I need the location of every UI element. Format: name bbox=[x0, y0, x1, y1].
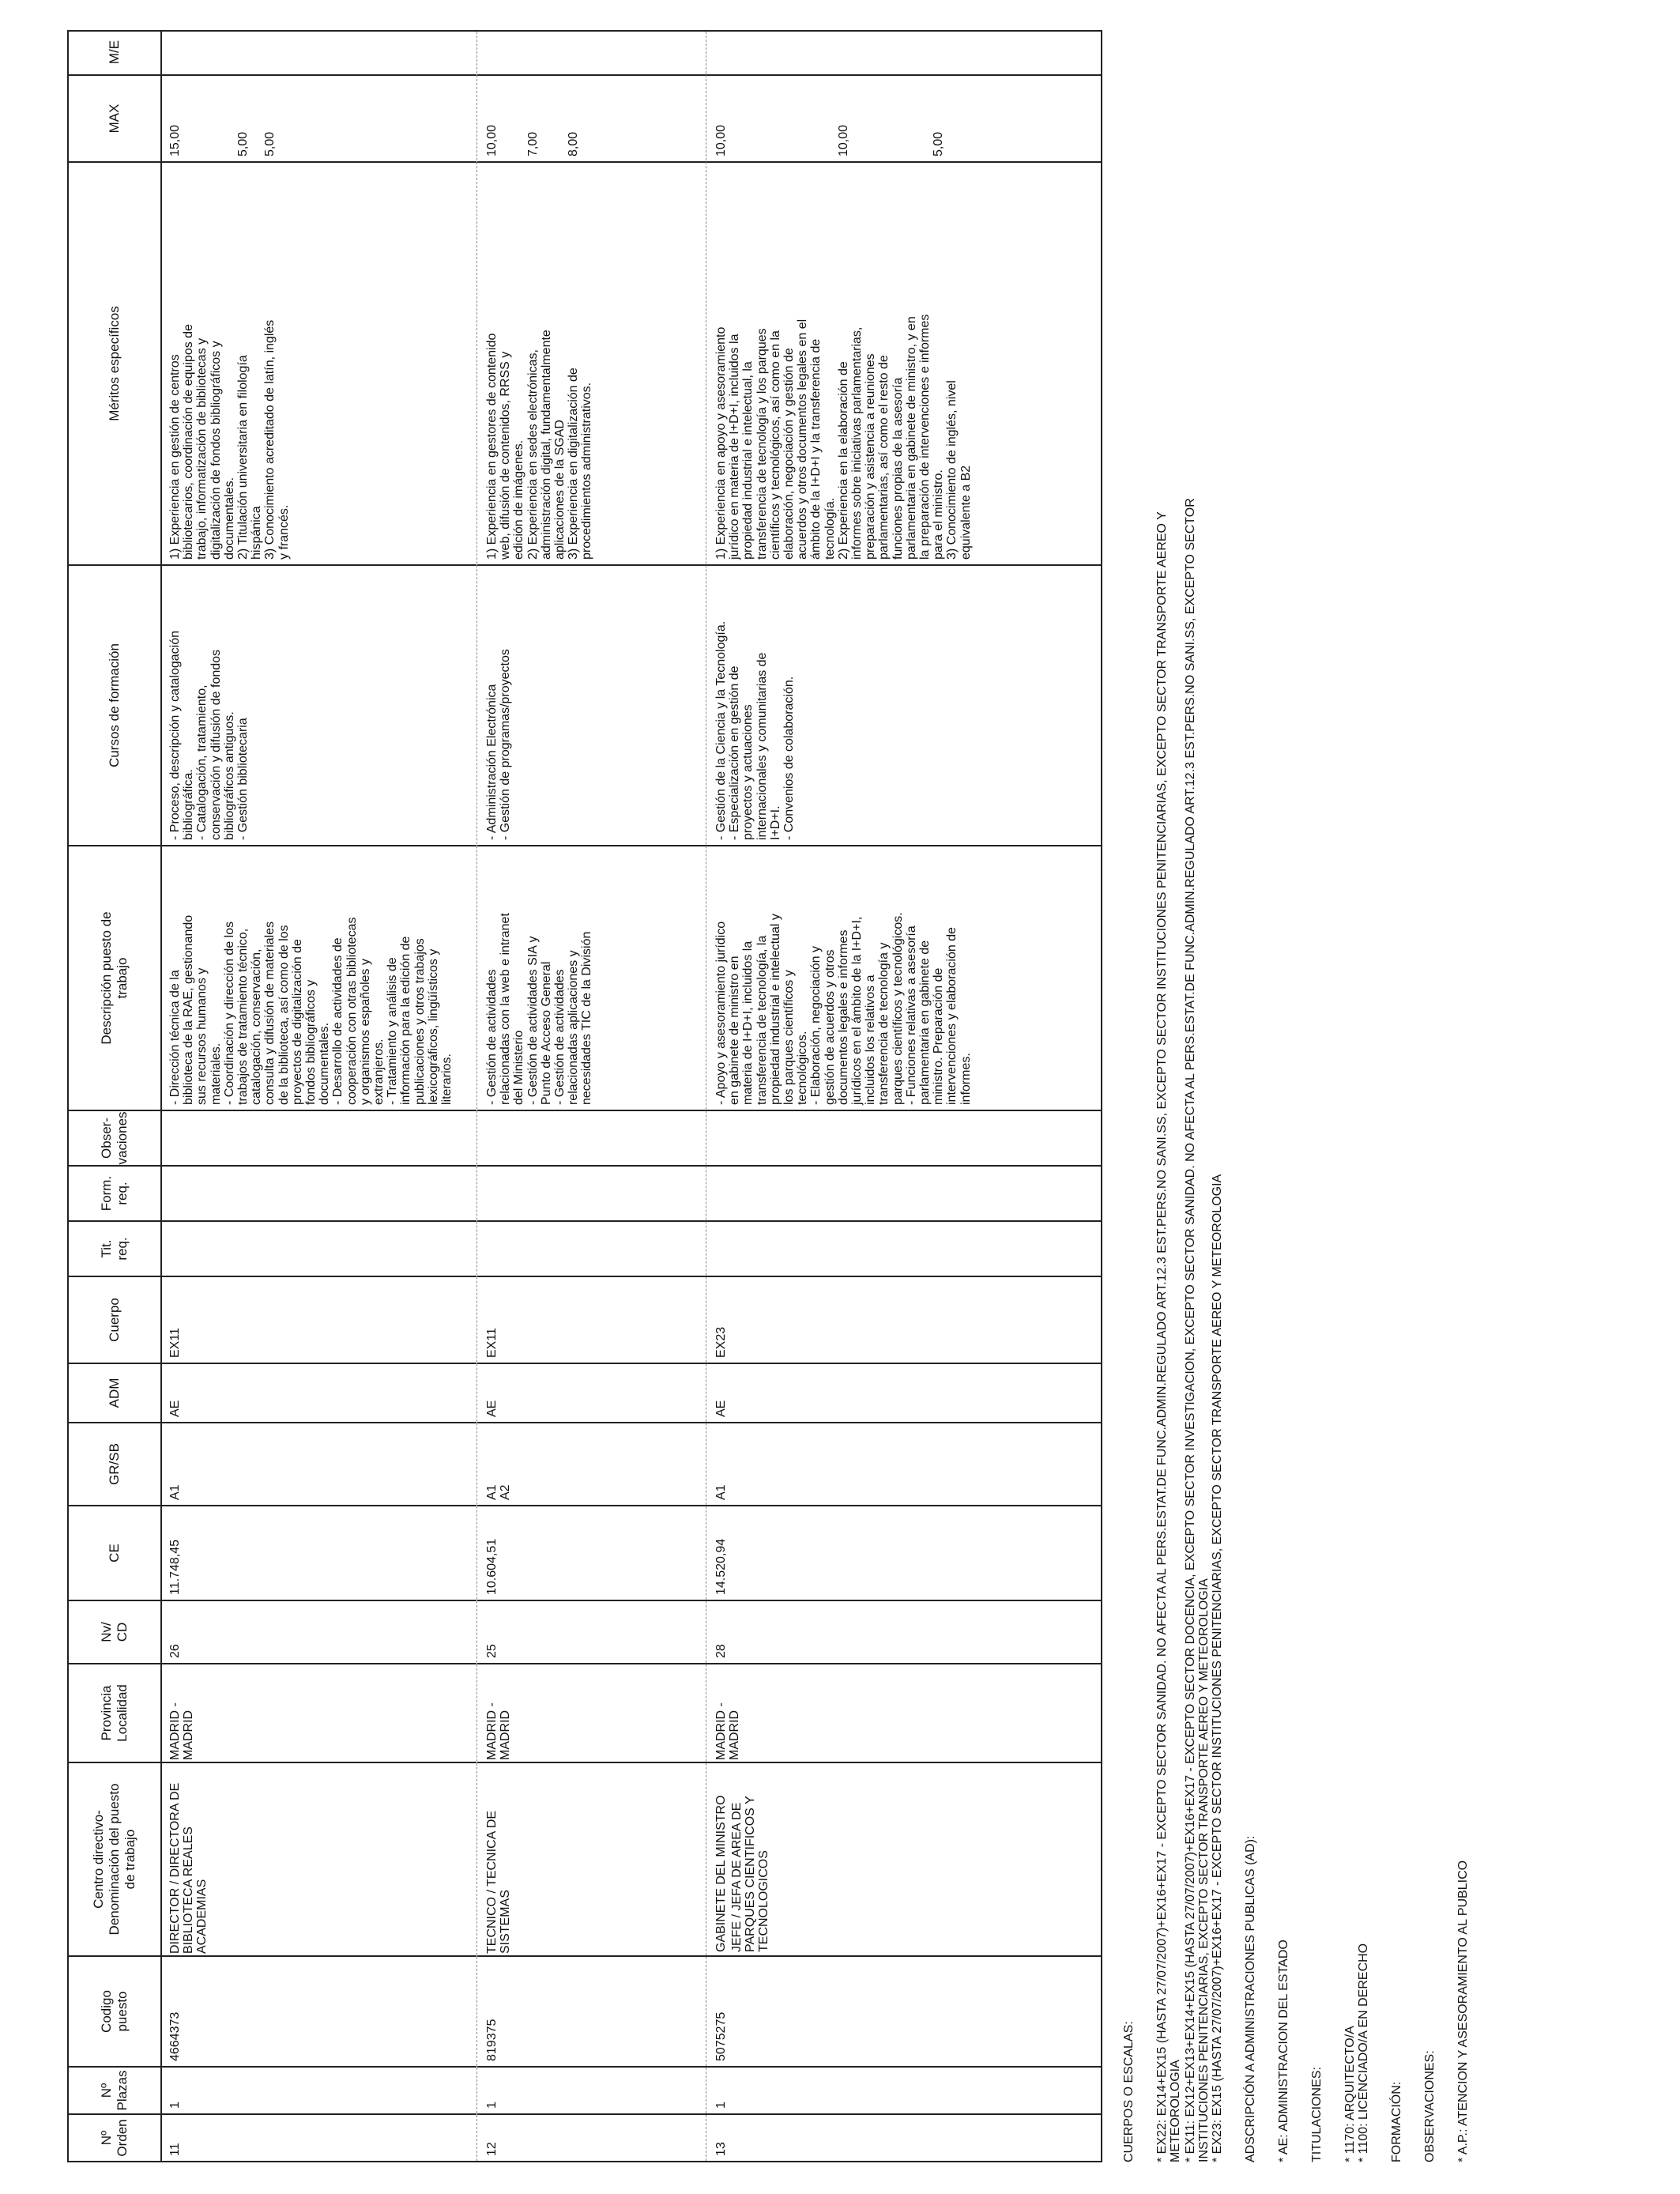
header-ce: CE bbox=[69, 1505, 160, 1600]
header-form: Form. req. bbox=[69, 1165, 160, 1220]
header-meritos: Méritos específicos bbox=[69, 161, 160, 564]
cell-me bbox=[160, 30, 477, 74]
cell-grsb: A1 A2 bbox=[477, 1422, 706, 1505]
cell-provincia: MADRID - MADRID bbox=[706, 1663, 1102, 1762]
cell-form bbox=[477, 1165, 706, 1220]
cell-me bbox=[477, 30, 706, 74]
cell-tit bbox=[160, 1220, 477, 1276]
positions-table bbox=[67, 30, 1102, 2162]
cell-adm: AE bbox=[160, 1363, 477, 1422]
cell-descripcion: - Gestión de actividades relacionadas con la web e intranet del Ministerio - Gestión de actividades SIA y Punto de Acceso General - Gestión de actividades relacionadas aplicaciones y necesidades TIC de la División bbox=[477, 845, 706, 1110]
cell-tit bbox=[706, 1220, 1102, 1276]
header-descripcion: Descripción puesto de trabajo bbox=[69, 845, 160, 1110]
cell-max: 10,00 10,00 5,00 bbox=[706, 74, 1102, 161]
cell-nivel: 28 bbox=[706, 1600, 1102, 1663]
header-cuerpo: Cuerpo bbox=[69, 1276, 160, 1363]
cell-codigo: 5075275 bbox=[706, 1955, 1102, 2066]
cell-meritos: 1) Experiencia en apoyo y asesoramiento jurídico en materia de I+D+I, incluidos la propiedad industrial e intelectual, la transferencia de tecnología y los parques científicos y tecnológicos, así como en la elaboración, negociación y gestión de acuerdos y otros documentos legales en el ámbito de la I+D+I y la transferencia de tecnología. 2) Experiencia en la elaboración de informes sobre iniciativas parlamentarias, preparación y asistencia a reuniones parlamentarias, así como el resto de funciones propias de la asesoría parlamentaria en gabinete de ministro, y en la preparación de intervenciones e informes para el ministro. 3) Conocimiento de inglés, nivel equivalente a B2 bbox=[706, 161, 1102, 564]
cell-codigo: 819375 bbox=[477, 1955, 706, 2066]
note-ex22: * EX22: EX14+EX15 (HASTA 27/07/2007)+EX16+EX17 - EXCEPTO SECTOR SANIDAD. NO AFECTA AL PERS.ESTAT.DE FUNC.ADMIN.REGULADO ART.12.3 EST.PERS.NO SANI.SS, EXCEPTO SECTOR INSTITUCIONES PENITENCIARIAS, EXCEPTO SECTOR TRANSPORTE AEREO Y METEOROLOGIA bbox=[1155, 511, 1182, 2162]
cell-meritos: 1) Experiencia en gestores de contenido web, difusión de contenidos, RRSS y edición de imágenes. 2) Experiencia en sedes electrónicas, administración digital, fundamentalmente aplicaciones de la SGAD 3) Experiencia en digitalización de procedimientos administrativos. bbox=[477, 161, 706, 564]
table-row bbox=[706, 32, 1102, 2161]
header-obs: Obser- vaciones bbox=[69, 1110, 160, 1165]
cell-cuerpo: EX23 bbox=[706, 1276, 1102, 1363]
cell-obs bbox=[477, 1110, 706, 1165]
note-ae: * AE: ADMINISTRACION DEL ESTADO bbox=[1277, 1940, 1290, 2162]
note-titulaciones: * 1170: ARQUITECTO/A * 1100: LICENCIADO/A EN DERECHO bbox=[1343, 1943, 1370, 2162]
cell-centro: DIRECTOR / DIRECTORA DE BIBLIOTECA REALES ACADEMIAS bbox=[160, 1762, 477, 1955]
header-tit: Tit. req. bbox=[69, 1220, 160, 1276]
cell-obs bbox=[160, 1110, 477, 1165]
header-grsb: GR/SB bbox=[69, 1422, 160, 1505]
cell-cuerpo: EX11 bbox=[160, 1276, 477, 1363]
cell-centro-header: GABINETE DEL MINISTRO bbox=[714, 1795, 728, 1952]
cell-meritos: 1) Experiencia en gestión de centros bibliotecarios, coordinación de equipos de trabajo, informatización de bibliotecas y digitalización de fondos bibliográficos y documentales. 2) Titulación universitaria en filología hispánica 3) Conocimiento acreditado de latín, inglés y francés. bbox=[160, 161, 477, 564]
observaciones-title: OBSERVACIONES: bbox=[1423, 2050, 1437, 2162]
note-ex11: * EX11: EX12+EX13+EX14+EX15 (HASTA 27/07/2007)+EX16+EX17 - EXCEPTO SECTOR DOCENCIA, EXCEPTO SECTOR INVESTIGACION, EXCEPTO SECTOR SANIDAD. NO AFECTA AL PERS.ESTAT.DE FUNC.ADMIN.REGULADO ART.12.3 EST.PERS.NO SANI.SS, EXCEPTO SECTOR INSTITUCIONES PENITENCIARIAS, EXCEPTO SECTOR TRANSPORTE AEREO Y METEOROLOGIA bbox=[1184, 498, 1211, 2162]
table-row bbox=[160, 32, 477, 2161]
cell-cuerpo: EX11 bbox=[477, 1276, 706, 1363]
header-cursos: Cursos de formación bbox=[69, 564, 160, 845]
cell-adm: AE bbox=[706, 1363, 1102, 1422]
cell-form bbox=[706, 1165, 1102, 1220]
cell-centro: JEFE / JEFA DE AREA DE PARQUES CIENTIFICOS Y TECNOLOGICOS bbox=[730, 1796, 771, 1952]
cell-obs bbox=[706, 1110, 1102, 1165]
cell-form bbox=[160, 1165, 477, 1220]
cell-cursos: - Gestión de la Ciencia y la Tecnología. - Especialización en gestión de proyectos y actuaciones internacionales y comunitarias de I+D+I. - Convenios de colaboración. bbox=[706, 564, 1102, 845]
cell-cursos: - Proceso, descripción y catalogación bibliográfica. - Catalogación, tratamiento, conservación y difusión de fondos bibliográficos antiguos. - Gestión bibliotecaria bbox=[160, 564, 477, 845]
cell-ce: 10.604,51 bbox=[477, 1505, 706, 1600]
cell-grsb: A1 bbox=[706, 1422, 1102, 1505]
header-provincia: Provincia Localidad bbox=[69, 1663, 160, 1762]
note-ex23: * EX23: EX15 (HASTA 27/07/2007)+EX16+EX17 - EXCEPTO SECTOR INSTITUCIONES PENITENCIARIAS, EXCEPTO SECTOR TRANSPORTE AEREO Y METEOROLOGIA bbox=[1211, 1174, 1224, 2162]
cell-centro-group bbox=[706, 1762, 1102, 1955]
formacion-title: FORMACIÓN: bbox=[1390, 2081, 1403, 2162]
table-header bbox=[69, 32, 162, 2161]
cell-plazas: 1 bbox=[160, 2066, 477, 2113]
cell-descripcion: - Dirección técnica de la biblioteca de la RAE, gestionando sus recursos humanos y materiales. - Coordinación y dirección de los trabajos de tratamiento técnico, catalogación, conservación, consulta y difusión de materiales de la biblioteca, así como de los proyectos de digitalización de fondos bibliográficos y documentales. - Desarrollo de actividades de cooperación con otras bibliotecas y organismos españoles y extranjeros. - Tratamiento y análisis de información para la edición de publicaciones y otros trabajos lexicográficos, lingüísticos y literarios. bbox=[160, 845, 477, 1110]
header-plazas: Nº Plazas bbox=[69, 2066, 160, 2113]
cell-max: 10,00 7,00 8,00 bbox=[477, 74, 706, 161]
cell-me bbox=[706, 30, 1102, 74]
cell-nivel: 26 bbox=[160, 1600, 477, 1663]
cell-provincia: MADRID - MADRID bbox=[160, 1663, 477, 1762]
legend-notes bbox=[1122, 28, 1667, 2162]
header-adm: ADM bbox=[69, 1363, 160, 1422]
cell-orden: 13 bbox=[706, 2113, 1102, 2161]
cell-max: 15,00 5,00 5,00 bbox=[160, 74, 477, 161]
header-codigo: Codigo puesto bbox=[69, 1955, 160, 2066]
titulaciones-title: TITULACIONES: bbox=[1310, 2067, 1324, 2162]
cell-nivel: 25 bbox=[477, 1600, 706, 1663]
table-row bbox=[477, 32, 706, 2161]
cell-descripcion: - Apoyo y asesoramiento jurídico en gabinete de ministro en materia de I+D+I, incluidos la transferencia de tecnología, la propiedad industrial e intelectual y los parques científicos y tecnológicos. - Elaboración, negociación y gestión de acuerdos y otros documentos legales e informes jurídicos en el ámbito de la I+D+I, incluidos los relativos a transferencia de tecnología y parques científicos y tecnológicos. - Funciones relativas a asesoría parlamentaria en gabinete de ministro. Preparación de intervenciones y elaboración de informes. bbox=[706, 845, 1102, 1110]
cell-provincia: MADRID - MADRID bbox=[477, 1663, 706, 1762]
cell-grsb: A1 bbox=[160, 1422, 477, 1505]
cell-orden: 12 bbox=[477, 2113, 706, 2161]
cuerpos-title: CUERPOS O ESCALAS: bbox=[1122, 2021, 1136, 2162]
cell-plazas: 1 bbox=[477, 2066, 706, 2113]
header-me: M/E bbox=[107, 40, 122, 65]
cell-orden: 11 bbox=[160, 2113, 477, 2161]
adscripcion-title: ADSCRIPCIÓN A ADMINISTRACIONES PUBLICAS (AD): bbox=[1244, 1835, 1257, 2162]
cell-ce: 11.748,45 bbox=[160, 1505, 477, 1600]
cell-cursos: - Administración Electrónica - Gestión de programas/proyectos bbox=[477, 564, 706, 845]
cell-adm: AE bbox=[477, 1363, 706, 1422]
cell-codigo: 4664373 bbox=[160, 1955, 477, 2066]
cell-tit bbox=[477, 1220, 706, 1276]
header-orden: Nº Orden bbox=[69, 2113, 160, 2161]
header-max: MAX bbox=[69, 74, 160, 161]
cell-plazas: 1 bbox=[706, 2066, 1102, 2113]
cell-ce: 14.520,94 bbox=[706, 1505, 1102, 1600]
note-ap: * A.P.: ATENCION Y ASESORAMIENTO AL PUBLICO bbox=[1456, 1860, 1470, 2162]
header-centro: Centro directivo- Denominación del puesto de trabajo bbox=[69, 1762, 160, 1955]
header-nivel: Nv/ CD bbox=[69, 1600, 160, 1663]
cell-centro: TECNICO / TECNICA DE SISTEMAS bbox=[477, 1762, 706, 1955]
